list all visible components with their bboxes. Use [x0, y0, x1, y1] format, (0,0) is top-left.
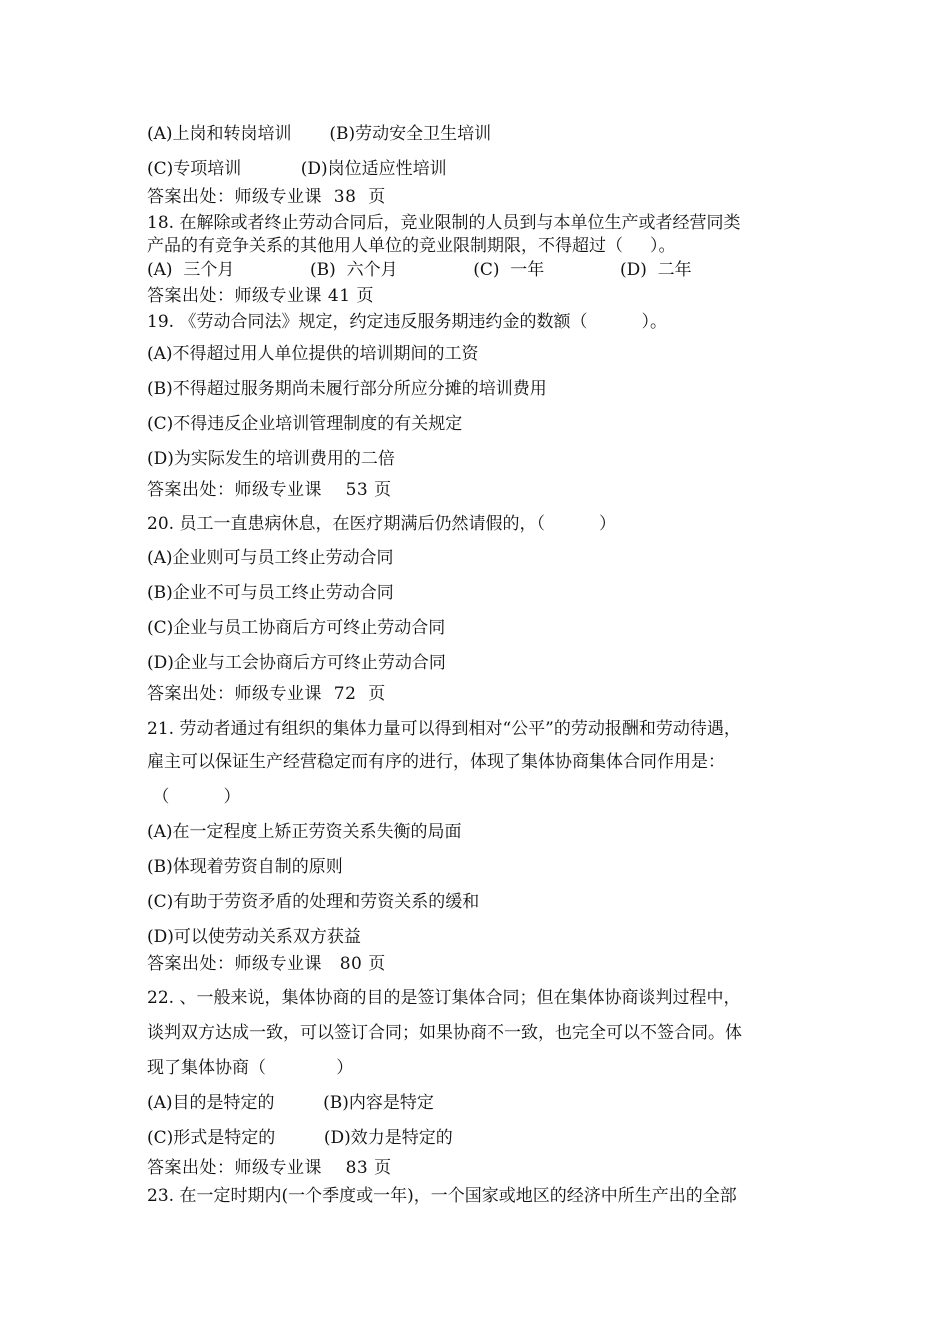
q21-text-line3: （ ）	[147, 787, 241, 807]
q19-option-d: (D)为实际发生的培训费用的二倍	[147, 449, 395, 469]
q21-text-line1: 21. 劳动者通过有组织的集体力量可以得到相对“公平”的劳动报酬和劳动待遇，	[147, 719, 741, 739]
q18-answer-source: 答案出处：师级专业课 41 页	[147, 286, 374, 306]
q21-option-b: (B)体现着劳资自制的原则	[147, 857, 343, 877]
q20-option-d: (D)企业与工会协商后方可终止劳动合同	[147, 653, 446, 673]
q19-answer-source: 答案出处：师级专业课 53 页	[147, 480, 392, 500]
q20-option-b: (B)企业不可与员工终止劳动合同	[147, 583, 394, 603]
q20-answer-source: 答案出处：师级专业课 72 页	[147, 684, 386, 704]
q22-text-line3: 现了集体协商（ ）	[147, 1058, 354, 1078]
q22-text-line1: 22. 、一般来说，集体协商的目的是签订集体合同；但在集体协商谈判过程中，	[147, 988, 741, 1008]
q20-text: 20. 员工一直患病休息，在医疗期满后仍然请假的，（ ）	[147, 514, 616, 534]
q18-text-line1: 18. 在解除或者终止劳动合同后，竞业限制的人员到与本单位生产或者经营同类	[147, 213, 741, 233]
q21-option-d: (D)可以使劳动关系双方获益	[147, 927, 361, 947]
q19-text: 19. 《劳动合同法》规定，约定违反服务期违约金的数额（ ）。	[147, 312, 667, 332]
q20-option-c: (C)企业与员工协商后方可终止劳动合同	[147, 618, 446, 638]
q23-text-line1: 23. 在一定时期内(一个季度或一年)，一个国家或地区的经济中所生产出的全部	[147, 1186, 737, 1206]
q19-option-c: (C)不得违反企业培训管理制度的有关规定	[147, 414, 463, 434]
q21-answer-source: 答案出处：师级专业课 80 页	[147, 954, 386, 974]
q21-option-c: (C)有助于劳资矛盾的处理和劳资关系的缓和	[147, 892, 480, 912]
q21-text-line2: 雇主可以保证生产经营稳定而有序的进行，体现了集体协商集体合同作用是：	[147, 752, 725, 772]
q22-options-cd: (C)形式是特定的 (D)效力是特定的	[147, 1128, 453, 1148]
q19-option-a: (A)不得超过用人单位提供的培训期间的工资	[147, 344, 479, 364]
q22-answer-source: 答案出处：师级专业课 83 页	[147, 1158, 392, 1178]
q17-options-ab: (A)上岗和转岗培训 (B)劳动安全卫生培训	[147, 124, 492, 144]
q17-options-cd: (C)专项培训 (D)岗位适应性培训	[147, 159, 447, 179]
q18-text-line2: 产品的有竞争关系的其他用人单位的竞业限制期限，不得超过（ ）。	[147, 236, 676, 256]
q19-option-b: (B)不得超过服务期尚未履行部分所应分摊的培训费用	[147, 379, 547, 399]
q20-option-a: (A)企业则可与员工终止劳动合同	[147, 548, 394, 568]
q18-options: (A) 三个月 (B) 六个月 (C) 一年 (D) 二年	[147, 260, 692, 280]
q22-options-ab: (A)目的是特定的 (B)内容是特定	[147, 1093, 434, 1113]
q22-text-line2: 谈判双方达成一致，可以签订合同；如果协商不一致，也完全可以不签合同。体	[147, 1023, 742, 1043]
q21-option-a: (A)在一定程度上矫正劳资关系失衡的局面	[147, 822, 462, 842]
q17-answer-source: 答案出处：师级专业课 38 页	[147, 187, 386, 207]
